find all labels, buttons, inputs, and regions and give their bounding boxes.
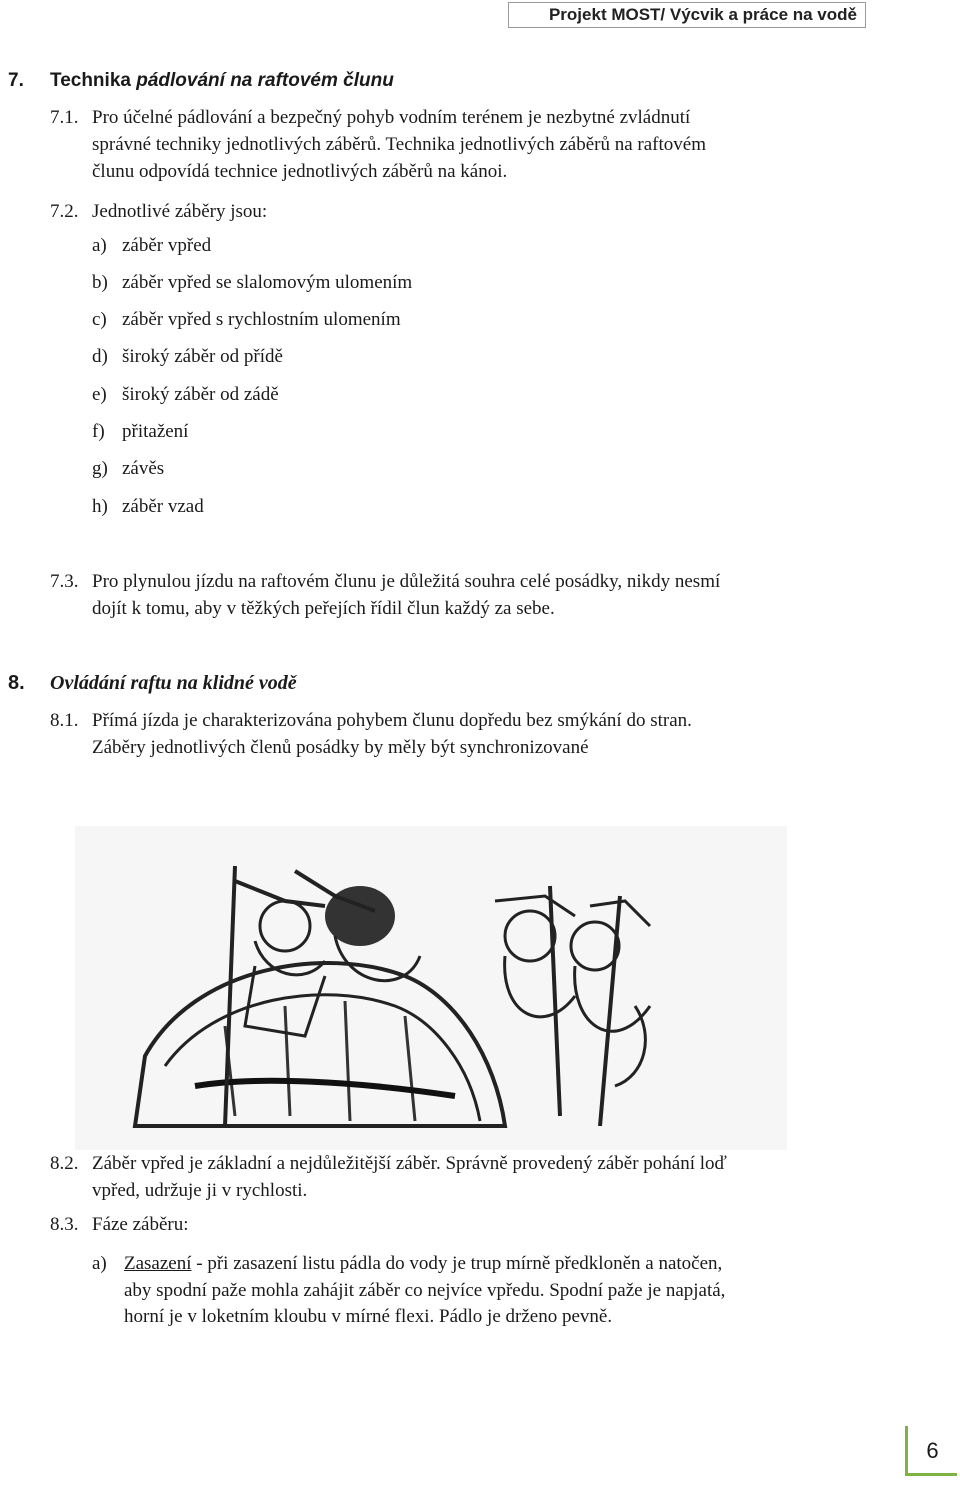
paragraph-line: Záběry jednotlivých členů posádky by měly být synchronizované	[92, 737, 589, 758]
section-title-plain: Technika	[50, 70, 137, 91]
list-item	[92, 309, 401, 331]
list-item	[92, 458, 164, 480]
list-text: záběr vpřed se slalomovým ulomením	[122, 272, 413, 293]
section-8-heading	[8, 672, 297, 695]
section-number: 7.	[8, 70, 24, 91]
section-7-heading	[8, 70, 394, 92]
section-number: 8.	[8, 672, 25, 694]
term-zasazeni: Zasazení	[124, 1253, 192, 1274]
running-header: Projekt MOST/ Výcvik a práce na vodě	[508, 2, 866, 28]
list-item	[92, 421, 188, 443]
paragraph-7-2	[50, 198, 267, 225]
list-text: - při zasazení listu pádla do vody je trup mírně předkloněn a natočen,	[191, 1253, 723, 1274]
list-text: široký záběr od přídě	[122, 346, 283, 367]
paragraph-number: 7.1.	[50, 107, 79, 128]
paragraph-7-3	[50, 568, 720, 595]
list-label: f)	[92, 421, 105, 442]
list-label: a)	[92, 235, 107, 256]
list-label: h)	[92, 496, 108, 517]
paragraph-8-3	[50, 1211, 189, 1238]
paragraph-line: vpřed, udržuje ji v rychlosti.	[92, 1180, 308, 1201]
list-item	[92, 346, 283, 368]
list-text: závěs	[122, 458, 165, 479]
paragraph-number: 8.3.	[50, 1214, 79, 1235]
paragraph-number: 7.3.	[50, 571, 79, 592]
paragraph-line: Pro účelné pádlování a bezpečný pohyb vodním terénem je nezbytné zvládnutí	[92, 107, 691, 128]
list-label: a)	[92, 1253, 107, 1274]
list-text: záběr vzad	[122, 496, 204, 517]
paragraph-line: Pro plynulou jízdu na raftovém člunu je důležitá souhra celé posádky, nikdy nesmí	[92, 571, 721, 592]
paragraph-7-1	[50, 104, 690, 131]
list-label: e)	[92, 384, 107, 405]
paragraph-number: 7.2.	[50, 201, 79, 222]
list-item	[92, 1250, 722, 1277]
list-item	[92, 272, 412, 294]
list-text: široký záběr od zádě	[122, 384, 279, 405]
list-label: d)	[92, 346, 108, 367]
list-label: g)	[92, 458, 108, 479]
rafting-illustration	[75, 826, 787, 1150]
paragraph-text: Fáze záběru:	[92, 1214, 189, 1235]
page-number: 6	[905, 1426, 957, 1476]
list-text: záběr vpřed	[122, 235, 212, 256]
section-title-italic: pádlování na raftovém člunu	[136, 70, 394, 91]
list-item	[92, 235, 211, 257]
paragraph-line: člunu odpovídá technice jednotlivých záběrů na kánoi.	[92, 161, 508, 182]
list-text-line: aby spodní paže mohla zahájit záběr co nejvíce vpředu. Spodní paže je napjatá,	[124, 1280, 726, 1301]
paragraph-number: 8.1.	[50, 710, 79, 731]
paragraph-line: Přímá jízda je charakterizována pohybem člunu dopředu bez smýkání do stran.	[92, 710, 692, 731]
list-text: záběr vpřed s rychlostním ulomením	[122, 309, 401, 330]
list-item	[92, 496, 204, 518]
paragraph-line: Záběr vpřed je základní a nejdůležitější záběr. Správně provedený záběr pohání loď	[92, 1153, 727, 1174]
paragraph-number: 8.2.	[50, 1153, 79, 1174]
list-text: přitažení	[122, 421, 189, 442]
paragraph-line: dojít k tomu, aby v těžkých peřejích řídil člun každý za sebe.	[92, 598, 555, 619]
paragraph-text: Jednotlivé záběry jsou:	[92, 201, 268, 222]
paragraph-line: správné techniky jednotlivých záběrů. Technika jednotlivých záběrů na raftovém	[92, 134, 707, 155]
paragraph-8-2	[50, 1150, 727, 1177]
list-text-line: horní je v loketním kloubu v mírné flexi. Pádlo je drženo pevně.	[124, 1306, 613, 1327]
section-title: Ovládání raftu na klidné vodě	[50, 672, 297, 694]
list-item	[92, 384, 279, 406]
paragraph-8-1	[50, 707, 692, 734]
list-label: c)	[92, 309, 107, 330]
list-label: b)	[92, 272, 108, 293]
